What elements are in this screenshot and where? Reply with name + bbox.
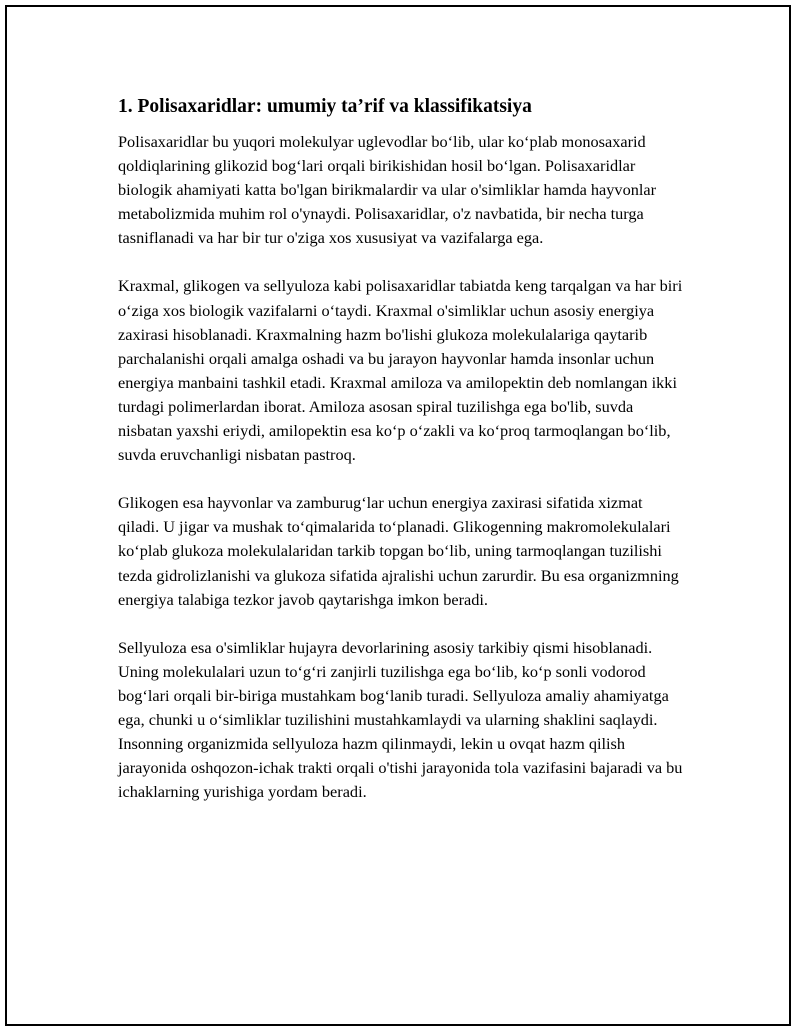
paragraph-glycogen: Glikogen esa hayvonlar va zamburug‘lar uchun energiya zaxirasi sifatida xizmat qiladi. U jigar va mushak to‘qimalarida to‘planadi. Glikogenning makromolekulalari ko‘plab glukoza molekulalaridan tarkib topgan bo‘lib, uning tarmoqlangan tuzilishi tezda gidrolizlanishi va glukoza sifatida ajralishi uchun zarurdir. Bu esa organizmning energiya talabiga tezkor javob qaytarishga imkon beradi. <box>118 493 679 609</box>
paragraph-intro: Polisaxaridlar bu yuqori molekulyar uglevodlar bo‘lib, ular ko‘plab monosaxarid qoldiqlarining glikozid bog‘lari orqali birikishidan hosil bo‘lgan. Polisaxaridlar biologik ahamiyati katta bo'lgan birikmalardir va ular o'simliklar hamda hayvonlar metabolizmida muhim rol o'ynaydi. Polisaxaridlar, o'z navbatida, bir necha turga tasniflanadi va har bir tur o'ziga xos xususiyat va vazifalarga ega. <box>118 132 657 248</box>
paragraph-starch: Kraxmal, glikogen va sellyuloza kabi polisaxaridlar tabiatda keng tarqalgan va har biri o‘ziga xos biologik vazifalarni o‘taydi. Kraxmal o'simliklar uchun asosiy energiya zaxirasi hisoblanadi. Kraxmalning hazm bo'lishi glukoza molekulalariga qaytarib parchalanishi orqali amalga oshadi va bu jarayon hayvonlar hamda insonlar uchun energiya manbaini tashkil etadi. Kraxmal amiloza va amilopektin deb nomlangan ikki turdagi polimerlardan iborat. Amiloza asosan spiral tuzilishga ega bo'lib, suvda nisbatan yaxshi eriydi, amilopektin esa ko‘p o‘zakli va ko‘proq tarmoqlangan bo‘lib, suvda eruvchanligi nisbatan pastroq. <box>118 276 683 465</box>
document-body <box>118 94 686 828</box>
section-heading: 1. Polisaxaridlar: umumiy ta’rif va klassifikatsiya <box>118 96 532 117</box>
paragraph-cellulose: Sellyuloza esa o'simliklar hujayra devorlarining asosiy tarkibiy qismi hisoblanadi. Uning molekulalari uzun to‘g‘ri zanjirli tuzilishga ega bo‘lib, ko‘p sonli vodorod bog‘lari orqali bir-biriga mustahkam bog‘lanib turadi. Sellyuloza amaliy ahamiyatga ega, chunki u o‘simliklar tuzilishini mustahkamlaydi va ularning shaklini saqlaydi. Insonning organizmida sellyuloza hazm qilinmaydi, lekin u ovqat hazm qilish jarayonida oshqozon-ichak trakti orqali o'tishi jarayonida tola vazifasini bajaradi va bu ichaklarning yurishiga yordam beradi. <box>118 637 683 802</box>
